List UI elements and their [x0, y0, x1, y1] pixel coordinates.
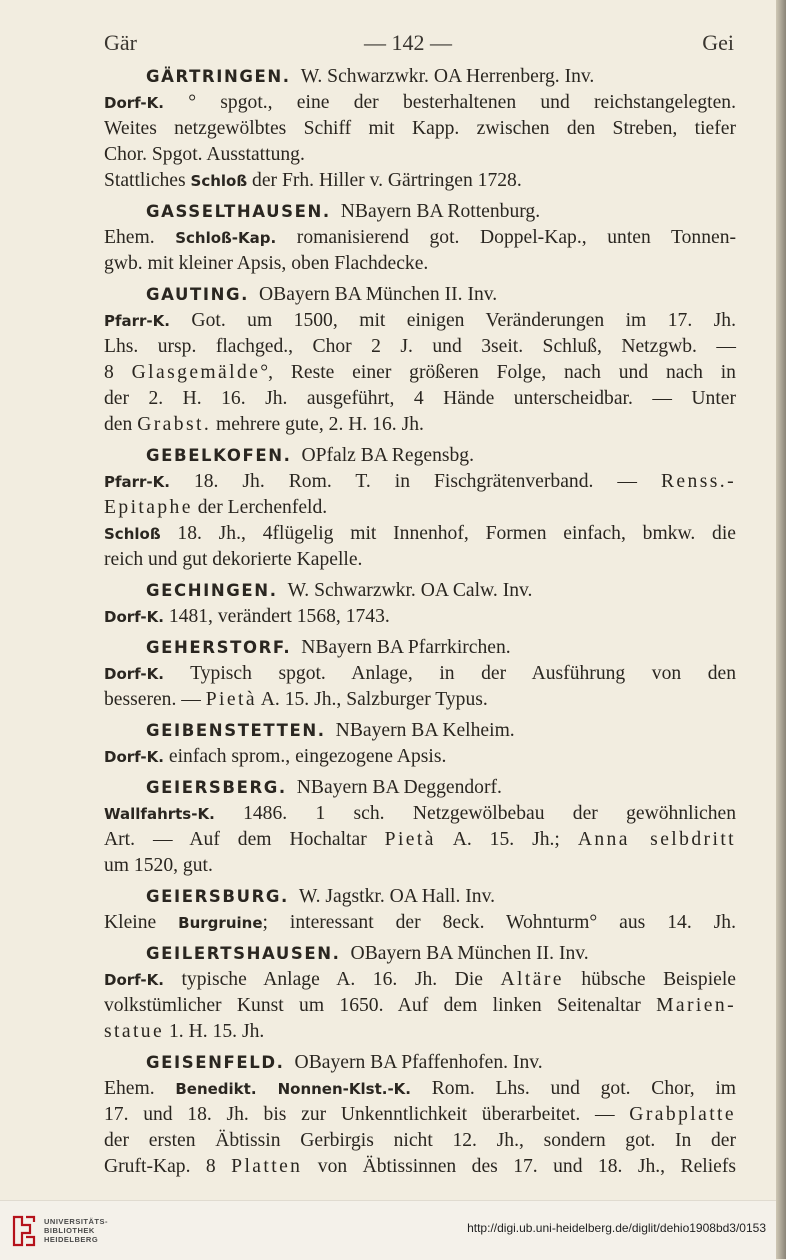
entry-gauting — [104, 282, 736, 438]
entry-line: Stattliches Schloß der Frh. Hiller v. Gärtringen 1728. — [104, 170, 522, 191]
entry-geibenstetten — [104, 718, 736, 770]
entry-heading — [104, 718, 736, 744]
region: NBayern BA Deggendorf. — [296, 777, 502, 798]
region: NBayern BA Pfarrkirchen. — [301, 637, 511, 658]
entry-line: der 2. H. 16. Jh. ausgeführt, 4 Hände unterscheidbar. — Unter — [104, 388, 736, 409]
entry-line: reich und gut dekorierte Kapelle. — [104, 549, 363, 570]
entry-heading — [104, 64, 736, 90]
entry-line: Dorf-K. einfach sprom., eingezogene Apsis. — [104, 746, 447, 767]
page-number: — 142 — — [364, 30, 452, 55]
region: OBayern BA München II. Inv. — [350, 943, 589, 964]
entry-geisenfeld — [104, 1050, 736, 1180]
region: W. Schwarzwkr. OA Herrenberg. Inv. — [300, 66, 595, 87]
place-name: GASSELTHAUSEN. — [146, 202, 331, 221]
entry-line: Dorf-K. Typisch spgot. Anlage, in der Ausführung von den — [104, 663, 736, 684]
place-name: GEIBENSTETTEN. — [146, 721, 326, 740]
place-name: GEHERSTORF. — [146, 638, 292, 657]
entry-gaertringen — [104, 64, 736, 194]
entry-heading — [104, 1050, 736, 1076]
entry-geiersburg — [104, 884, 736, 936]
entry-line: um 1520, gut. — [104, 855, 213, 876]
place-name: GEISENFELD. — [146, 1053, 285, 1072]
entry-geherstorf — [104, 635, 736, 713]
place-name: GAUTING. — [146, 285, 250, 304]
entry-heading — [104, 443, 736, 469]
entry-heading — [104, 635, 736, 661]
entry-line: Dorf-K. ° spgot., eine der besterhaltenen und reichstangelegten. — [104, 92, 736, 113]
region: OBayern BA München II. Inv. — [259, 284, 498, 305]
entry-line: gwb. mit kleiner Apsis, oben Flachdecke. — [104, 253, 429, 274]
entry-geilertshausen — [104, 941, 736, 1045]
place-name: GEIERSBURG. — [146, 887, 289, 906]
entry-line: Schloß 18. Jh., 4flügelig mit Innenhof, Formen einfach, bmkw. die — [104, 523, 736, 544]
viewer-footer — [0, 1200, 776, 1260]
entry-heading — [104, 199, 736, 225]
entry-heading — [104, 578, 736, 604]
entry-line: Pfarr-K. 18. Jh. Rom. T. in Fischgrätenverband. — Renss.- — [104, 471, 736, 492]
region: NBayern BA Rottenburg. — [340, 201, 541, 222]
library-name-line: UNIVERSITÄTS- — [44, 1217, 109, 1226]
entry-line: der ersten Äbtissin Gerbirgis nicht 12. Jh., sondern got. In der — [104, 1130, 736, 1151]
entry-line: Dorf-K. 1481, verändert 1568, 1743. — [104, 606, 390, 627]
entry-line: Ehem. Schloß-Kap. romanisierend got. Doppel-Kap., unten Tonnen- — [104, 227, 737, 248]
place-name: GECHINGEN. — [146, 581, 278, 600]
entry-line: Lhs. ursp. flachged., Chor 2 J. und 3seit. Schluß, Netzgwb. — — [104, 336, 736, 357]
entry-line: den Grabst. mehrere gute, 2. H. 16. Jh. — [104, 414, 424, 435]
entry-line: volkstümlicher Kunst um 1650. Auf dem linken Seitenaltar Marien- — [104, 995, 736, 1016]
region: OBayern BA Pfaffenhofen. Inv. — [294, 1052, 543, 1073]
running-head — [104, 30, 734, 56]
scan-edge-shadow — [776, 0, 786, 1259]
entry-heading — [104, 941, 736, 967]
permalink-url[interactable]: http://digi.ub.uni-heidelberg.de/diglit/dehio1908bd3/0153 — [467, 1221, 766, 1235]
entry-line: Gruft-Kap. 8 Platten von Äbtissinnen des 17. und 18. Jh., Reliefs — [104, 1156, 736, 1177]
university-logo-icon — [8, 1213, 38, 1249]
entry-line: Pfarr-K. Got. um 1500, mit einigen Veränderungen im 17. Jh. — [104, 310, 736, 331]
logo-mark — [14, 1217, 34, 1245]
region: W. Schwarzwkr. OA Calw. Inv. — [287, 580, 533, 601]
place-name: GEIERSBERG. — [146, 778, 287, 797]
entry-line: statue 1. H. 15. Jh. — [104, 1021, 265, 1042]
entry-line: Ehem. Benedikt. Nonnen-Klst.-K. Rom. Lhs. und got. Chor, im — [104, 1078, 737, 1099]
region: NBayern BA Kelheim. — [335, 720, 515, 741]
running-head-right: Gei — [702, 30, 734, 55]
place-name: GEBELKOFEN. — [146, 446, 292, 465]
entry-heading — [104, 282, 736, 308]
entry-line: Art. — Auf dem Hochaltar Pietà A. 15. Jh.; Anna selbdritt — [104, 829, 737, 850]
library-name-line: BIBLIOTHEK — [44, 1226, 95, 1235]
entry-geiersberg — [104, 775, 736, 879]
entries-body — [104, 64, 736, 1180]
library-name-line: HEIDELBERG — [44, 1235, 99, 1244]
region: OPfalz BA Regensbg. — [301, 445, 474, 466]
entry-gasselthausen — [104, 199, 736, 277]
entry-line: besseren. — Pietà A. 15. Jh., Salzburger Typus. — [104, 689, 488, 710]
entry-line: Wallfahrts-K. 1486. 1 sch. Netzgewölbebau der gewöhnlichen — [104, 803, 736, 824]
region: W. Jagstkr. OA Hall. Inv. — [298, 886, 496, 907]
entry-gebelkofen — [104, 443, 736, 573]
entry-line: Kleine Burgruine; interessant der 8eck. Wohnturm° aus 14. Jh. — [104, 912, 736, 933]
library-name — [44, 1217, 108, 1244]
running-head-left: Gär — [104, 30, 137, 55]
entry-gechingen — [104, 578, 736, 630]
entry-line: 17. und 18. Jh. bis zur Unkenntlichkeit überarbeitet. — Grabplatte — [104, 1104, 736, 1125]
entry-line: Dorf-K. typische Anlage A. 16. Jh. Die Altäre hübsche Beispiele — [104, 969, 737, 990]
place-name: GÄRTRINGEN. — [146, 67, 291, 86]
entry-line: Weites netzgewölbtes Schiff mit Kapp. zwischen den Streben, tiefer — [104, 118, 736, 139]
entry-line: Chor. Spgot. Ausstattung. — [104, 144, 305, 165]
entry-line: Epitaphe der Lerchenfeld. — [104, 497, 328, 518]
entry-line: 8 Glasgemälde°, Reste einer größeren Folge, nach und nach in — [104, 362, 736, 383]
entry-heading — [104, 775, 736, 801]
entry-heading — [104, 884, 736, 910]
place-name: GEILERTSHAUSEN. — [146, 944, 341, 963]
